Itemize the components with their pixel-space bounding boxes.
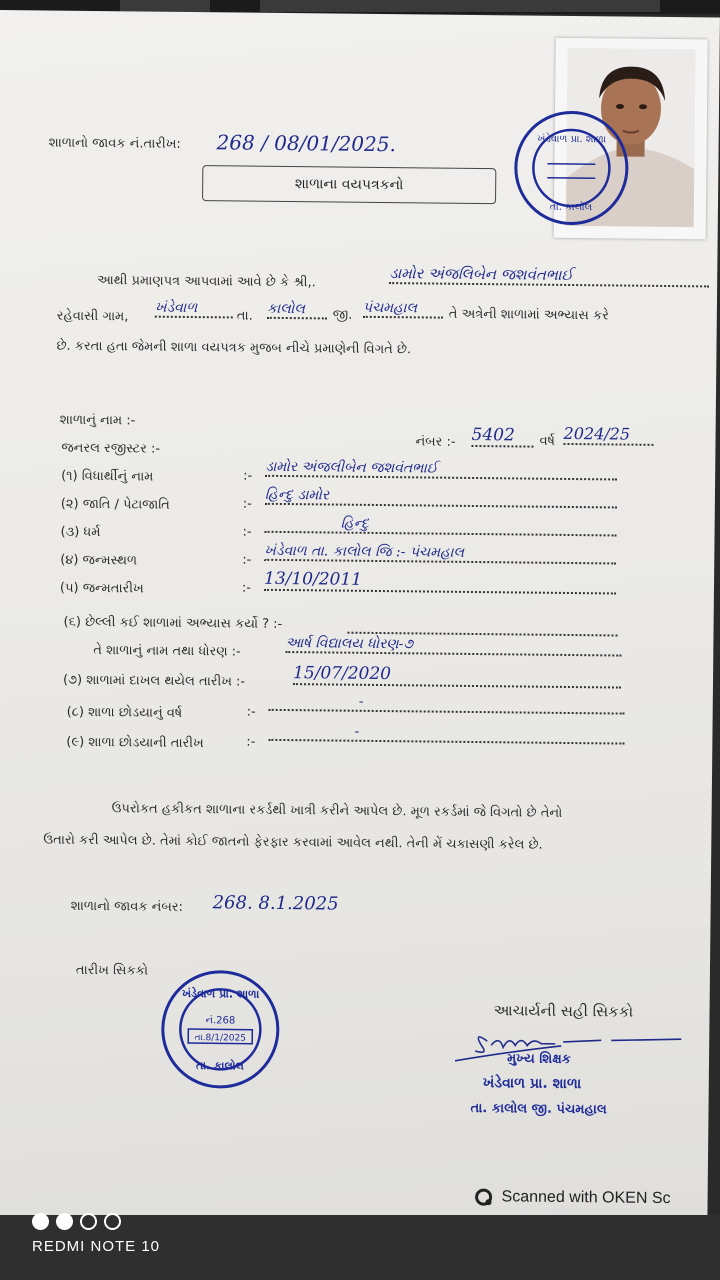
leaving-date-label: (૯) શાળા છોડયાની તારીખ [66, 734, 204, 752]
intro-student-name: ડામોર અંજલિબેન જશવંતભાઈ [389, 264, 709, 287]
outward-value: 268 / 08/01/2025. [216, 130, 397, 157]
stamp2-date: તા.8/1/2025 [194, 1033, 247, 1044]
intro-line3: છે. કરતા હતા જેમની શાળા વયપત્રક મુજબ નીચે પ્રમાણેની વિગતે છે. [56, 338, 412, 358]
field-birthplace-value: ખંડેવાળ તા. કાલોલ જિ :- પંચમહાલ [264, 543, 616, 565]
intro-line2-prefix: રહેવાસી ગામ, [56, 308, 129, 325]
last-school-line [347, 626, 617, 637]
certificate-paper: શાળાનો જાવક નં.તારીખ: 268 / 08/01/2025. શાળાના વયપત્રકનો ખંડેવાળ પ્રા. શાળા તા. કાલોલ આથી પ્રમાણપત્ર આપવામાં આવે છે કે શ્રી,. ડામોર અંજલિબેન જશવંતભાઈ રહેવાસી ગામ, ખંડેવાળ તા. કાલોલ જી. પંચમહાલ તે અત્રેની શાળામાં અભ્યાસ કરે છે. કરતા હતા જેમની શાળા વયપત્રક મુજબ નીચે પ્રમાણેની વિગતે છે. શાળાનું નામ :- જનરલ રજીસ્ટર :- નંબર :- 5402 વર્ષ 2024/25 (૧) વિધાર્થીનું નામ :- ડામોર અંજલીબેન જશવંતભાઈ (૨) જાતિ / પેટાજાતિ :- હિન્દુ ડામોર (૩) ધર્મ :- હિન્દુ (૪) જન્મસ્થળ :- ખંડેવાળ તા. કાલોલ જિ :- પંચમહાલ (૫) જન્મતારીખ :- 13/10/2011 (૬) છેલ્લી કઈ શાળામાં અભ્યાસ કર્યો ? :- તે શાળાનું નામ તથા ધોરણ :- આર્ષ વિદ્યાલય ધોરણ-૭ (૭) શાળામાં દાખલ થયેલ તારીખ :- 15/07/2020 (૮) શાળા છોડયાનું વર્ષ :- - (૯) શાળા છોડયાની તારીખ :- - ઉપરોકત હકીકત શાળાના રકર્ડથી ખાત્રી કરીને આપેલ છે. મૂળ રકર્ડમાં જે વિગતો છે તેનો ઉતારો કરી આપેલ છે. તેમાં કોઈ જાતનો ફેરફાર કરવામાં આવેલ નથી. તેની મેં ચકાસણી કરેલ છે. શાળાનો જાવક નંબર: 268. 8.1.2025 તારીખ સિકકો ખંડેવાળ પ્રા. શાળા નં.268 તા.8/1/2025 તા. કાલોલ આચાર્યની સહી સિકકો મુખ્ય શિક્ષક ખંડેવાળ પ્રા. શાળા તા. કાલોલ જી. પંચમહાલ Scanned with OKEN Sc [0, 10, 720, 1222]
school-name-label: શાળાનું નામ :- [59, 412, 136, 429]
school-stamp-top [514, 110, 629, 225]
indicator-dot [80, 1213, 97, 1230]
field-birthdate-value: 13/10/2011 [264, 569, 616, 595]
register-number-label: નંબર :- [415, 434, 456, 450]
stamp2-bottom-text: તા. કાલોલ [195, 1059, 244, 1073]
register-year-value: 2024/25 [563, 424, 653, 446]
register-year-label: વર્ષ [539, 433, 555, 449]
admission-label: (૭) શાળામાં દાખલ થયેલ તારીખ :- [62, 672, 246, 690]
document-title: શાળાના વયપત્રકનો [202, 165, 496, 204]
field-birthplace-label: (૪) જન્મસ્થળ [60, 552, 138, 569]
field-student-name-label: (૧) વિધાર્થીનું નામ [61, 468, 154, 485]
leaving-year-label: (૮) શાળા છોડયાનું વર્ષ [66, 704, 183, 721]
outward-label: શાળાનો જાવક નં.તારીખ: [48, 135, 181, 152]
footer-outward-value: 268. 8.1.2025 [212, 892, 339, 915]
device-watermark: REDMI NOTE 10 [32, 1238, 161, 1255]
intro-district: પંચમહાલ [363, 300, 443, 319]
last-school-label: (૬) છેલ્લી કઈ શાળામાં અભ્યાસ કર્યો ? :- [63, 614, 283, 632]
principal-school: ખંડેવાળ પ્રા. શાળા [482, 1075, 582, 1093]
date-seal-label: તારીખ સિકકો [75, 962, 149, 979]
intro-district-label: જી. [332, 307, 353, 323]
intro-line2-suffix: તે અત્રેની શાળામાં અભ્યાસ કરે [448, 306, 609, 324]
principal-title: મુખ્ય શિક્ષક [506, 1051, 571, 1068]
indicator-dot [104, 1213, 121, 1230]
stamp-top-text: ખંડેવાળ પ્રા. શાળા [537, 133, 607, 146]
scanner-watermark [473, 1187, 670, 1209]
principal-label: આચાર્યની સહી સિકકો [493, 1001, 634, 1021]
field-birthdate-label: (૫) જન્મતારીખ [59, 580, 144, 597]
leaving-date-value: - [268, 723, 624, 745]
certification-line1: ઉપરોકત હકીકત શાળાના રકર્ડથી ખાત્રી કરીને આપેલ છે. મૂળ રકર્ડમાં જે વિગતો છે તેનો [111, 801, 563, 821]
admission-value: 15/07/2020 [293, 663, 621, 688]
stamp-bottom-text: તા. કાલોલ [549, 201, 593, 214]
intro-line1-prefix: આથી પ્રમાણપત્ર આપવામાં આવે છે કે શ્રી,. [97, 273, 316, 291]
scanner-logo-icon [473, 1187, 493, 1207]
leaving-year-value: - [269, 693, 625, 715]
principal-signature [451, 1021, 691, 1068]
indicator-dot [56, 1213, 73, 1230]
field-religion-value: હિન્દુ [265, 515, 617, 537]
indicator-dot [32, 1213, 49, 1230]
stamp2-top-text: ખંડેવાળ પ્રા. શાળા [181, 986, 260, 1001]
certification-line2: ઉતારો કરી આપેલ છે. તેમાં કોઈ જાતનો ફેરફાર કરવામાં આવેલ નથી. તેની મેં ચકાસણી કરેલ છે. [43, 832, 543, 853]
last-school-sub-value: આર્ષ વિદ્યાલય ધોરણ-૭ [285, 635, 621, 657]
register-number-value: 5402 [471, 425, 533, 448]
footer-outward-label: શાળાનો જાવક નંબર: [70, 898, 184, 915]
field-student-name-value: ડામોર અંજલીબેન જશવંતભાઈ [265, 459, 617, 481]
stamp2-number: નં.268 [205, 1015, 236, 1027]
field-caste-value: હિન્દુ ડામોર [265, 487, 617, 509]
principal-address: તા. કાલોલ જી. પંચમહાલ [470, 1100, 607, 1118]
field-caste-label: (૨) જાતિ / પેટાજાતિ [60, 496, 170, 513]
intro-taluka-label: તા. [236, 308, 253, 324]
general-register-label: જનરલ રજીસ્ટર :- [61, 440, 161, 457]
intro-taluka: કાલોલ [267, 301, 327, 320]
field-religion-label: (૩) ધર્મ [60, 524, 101, 541]
last-school-sub-label: તે શાળાનું નામ તથા ધોરણ :- [93, 643, 241, 660]
school-stamp-bottom [161, 970, 280, 1089]
scanner-watermark-text: Scanned with OKEN Sc [501, 1188, 671, 1208]
intro-village: ખંડેવાળ [155, 300, 233, 319]
